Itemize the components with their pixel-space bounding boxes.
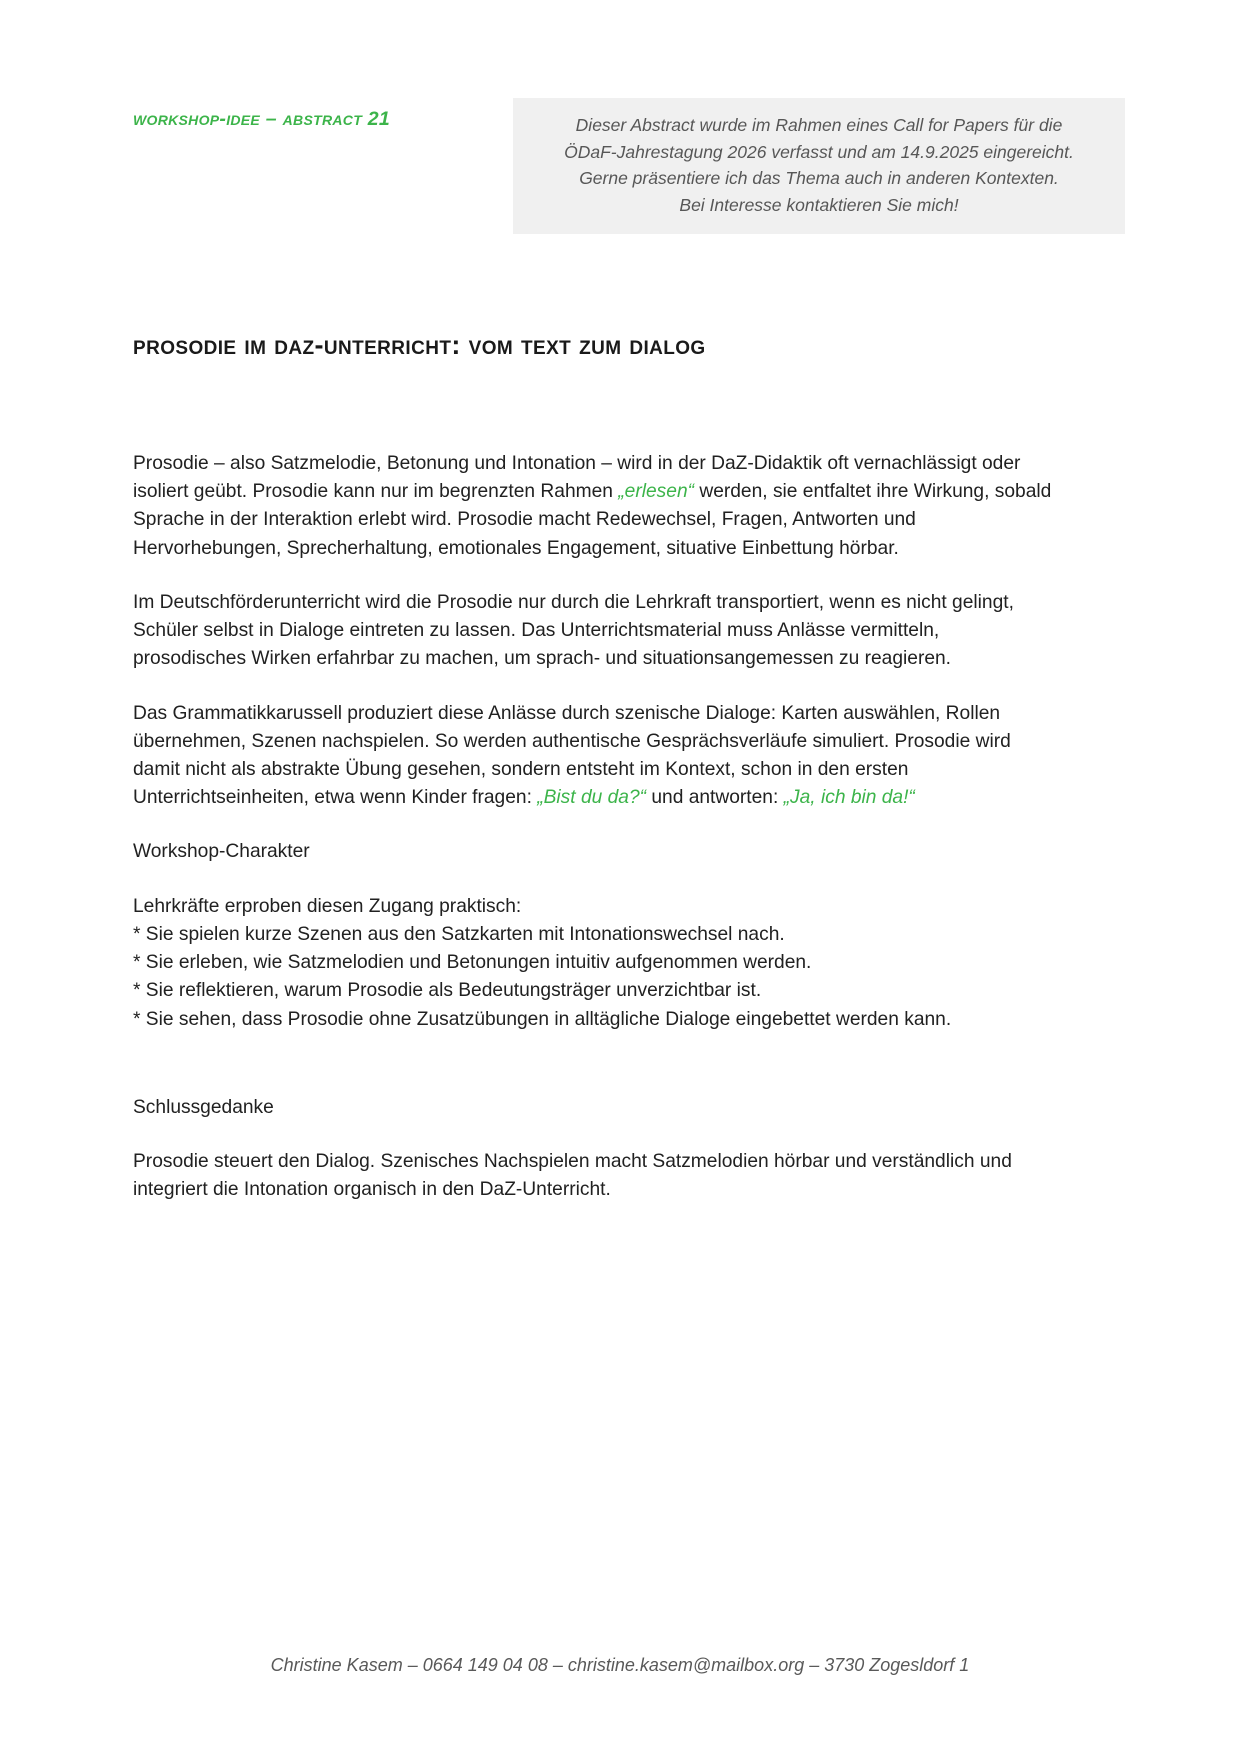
paragraph-intro [133, 450, 1053, 563]
list-item: * Sie erleben, wie Satzmelodien und Betonungen intuitiv aufgenommen werden. [133, 952, 812, 974]
abstract-note-line-1: Dieser Abstract wurde im Rahmen eines Call for Papers für die [575, 115, 1063, 135]
paragraph-intro-part-2: werden, sie entfaltet ihre Wirkung, sobald Sprache in der Interaktion erlebt wird. Prosodie macht Redewechsel, Fragen, Antworten und Hervorhebungen, Sprecherhaltung, emotionales Engagement, situative Einbettung hörbar. [133, 481, 1052, 559]
document-header [133, 108, 1125, 234]
closing-paragraph: Prosodie steuert den Dialog. Szenisches Nachspielen macht Satzmelodien hörbar und verständlich und integriert die Intonation organisch in den DaZ-Unterricht. [133, 1150, 1012, 1201]
workshop-idee-label: workshop-idee – abstract 21 [133, 108, 391, 130]
dialog-quote-answer: „Ja, ich bin da!“ [783, 787, 915, 809]
paragraph-grammatikkarussell-part-1: Das Grammatikkarussell produziert diese Anlässe durch szenische Dialoge: Karten auswählen, Rollen übernehmen, Szenen nachspielen. So werden authentische Gesprächsverläufe simuliert. Prosodie wird damit nicht als abstrakte Übung gesehen, sondern entsteht im Kontext, schon in den ersten Unterrichtseinheiten, etwa wenn Kinder fragen: [133, 702, 1011, 809]
paragraph-grammatikkarussell-part-2: und antworten: [646, 787, 784, 809]
list-item: * Sie spielen kurze Szenen aus den Satzkarten mit Intonationswechsel nach. [133, 923, 785, 945]
section-spacer [133, 1060, 1053, 1094]
abstract-note-line-3: Gerne präsentiere ich das Thema auch in anderen Kontexten. [579, 168, 1059, 189]
paragraph-intro-part-1: Prosodie – also Satzmelodie, Betonung und Intonation – wird in der DaZ-Didaktik oft vernachlässigt oder isoliert geübt. Prosodie kann nur im begrenzten Rahmen [133, 453, 1021, 503]
paragraph-grammatikkarussell [133, 700, 1053, 813]
list-item: * Sie sehen, dass Prosodie ohne Zusatzübungen in alltägliche Dialoge eingebettet werden kann. [133, 1008, 952, 1030]
document-body [133, 450, 1053, 1230]
closing-heading: Schlussgedanke [133, 1096, 274, 1118]
list-item: * Sie reflektieren, warum Prosodie als Bedeutungsträger unverzichtbar ist. [133, 980, 762, 1002]
workshop-character-lead: Lehrkräfte erproben diesen Zugang praktisch: [133, 895, 522, 917]
abstract-note-box [513, 98, 1125, 234]
page-title: prosodie im daz-unterricht: vom text zum dialog [133, 330, 706, 361]
abstract-note-line-4: Bei Interesse kontaktieren Sie mich! [679, 194, 959, 215]
document-footer: Christine Kasem – 0664 149 04 08 – christine.kasem@mailbox.org – 3730 Zogesldorf 1 [270, 1655, 970, 1675]
workshop-character-list [133, 893, 1053, 1034]
abstract-note-line-2: ÖDaF-Jahrestagung 2026 verfasst und am 14.9.2025 eingereicht. [564, 141, 1074, 162]
paragraph-intro-quote: „erlesen“ [618, 481, 695, 503]
dialog-quote-question: „Bist du da?“ [537, 787, 647, 809]
paragraph-deutschfoerderunterricht: Im Deutschförderunterricht wird die Prosodie nur durch die Lehrkraft transportiert, wenn es nicht gelingt, Schüler selbst in Dialoge eintreten zu lassen. Das Unterrichtsmaterial muss Anlässe vermitteln, prosodisches Wirken erfahrbar zu machen, um sprach- und situationsangemessen zu reagieren. [133, 591, 1014, 670]
workshop-character-heading: Workshop-Charakter [133, 841, 310, 863]
